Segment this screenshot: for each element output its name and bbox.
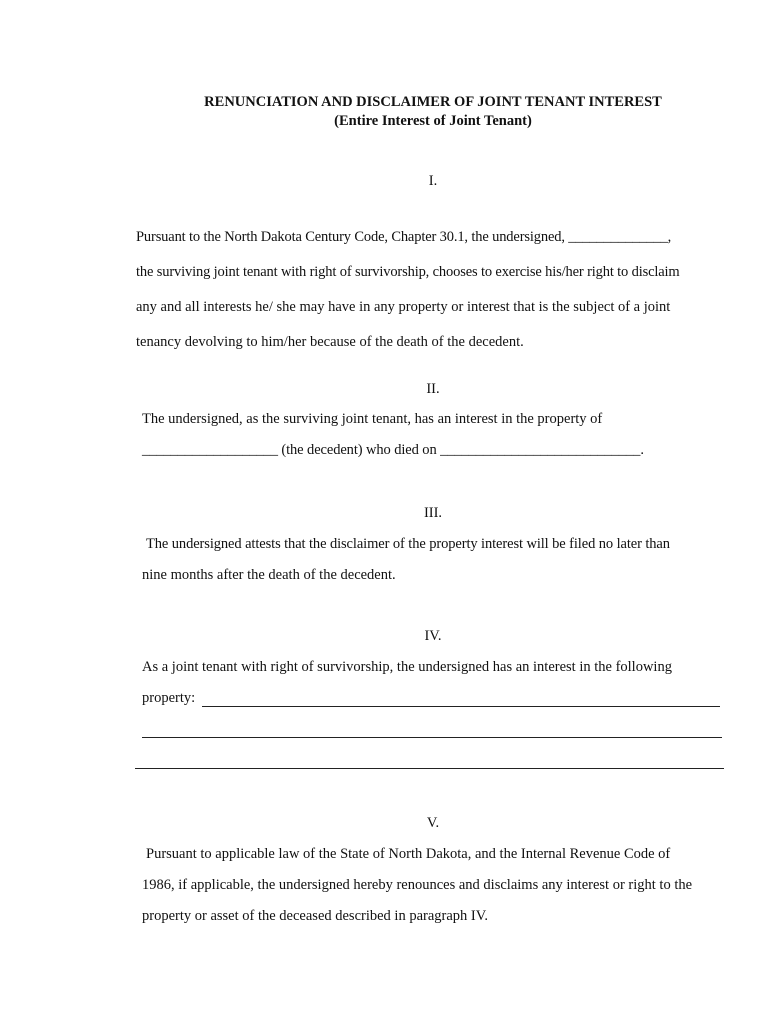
section-5-line-2: 1986, if applicable, the undersigned hereby renounces and disclaims any interest or right to the xyxy=(142,877,693,893)
section-4-line-1: As a joint tenant with right of survivorship, the undersigned has an interest in the following xyxy=(142,659,672,675)
property-blank-line-1[interactable] xyxy=(202,706,720,707)
section-1-line-4: tenancy devolving to him/her because of the death of the decedent. xyxy=(136,334,524,350)
section-2-line-2: ___________________ (the decedent) who died on ____________________________. xyxy=(142,442,644,458)
section-5-line-3: property or asset of the deceased described in paragraph IV. xyxy=(142,908,488,924)
property-blank-line-3[interactable] xyxy=(135,768,724,769)
section-4-line-2: property: xyxy=(142,690,196,706)
section-1-line-3: any and all interests he/ she may have in any property or interest that is the subject of a joint xyxy=(136,299,671,315)
document-subtitle: (Entire Interest of Joint Tenant) xyxy=(334,113,532,129)
section-numeral-1: I. xyxy=(428,173,438,189)
section-numeral-5: V. xyxy=(426,815,440,831)
section-1-line-2: the surviving joint tenant with right of survivorship, chooses to exercise his/her right to disclaim xyxy=(136,264,680,280)
property-blank-line-2[interactable] xyxy=(142,737,722,738)
section-1-line-1: Pursuant to the North Dakota Century Code, Chapter 30.1, the undersigned, ______________, xyxy=(136,229,672,245)
section-5-line-1: Pursuant to applicable law of the State of North Dakota, and the Internal Revenue Code of xyxy=(146,846,671,862)
section-2-line-1: The undersigned, as the surviving joint tenant, has an interest in the property of xyxy=(142,411,603,427)
section-numeral-2: II. xyxy=(426,381,440,397)
section-3-line-1: The undersigned attests that the disclaimer of the property interest will be filed no later than xyxy=(146,536,670,552)
section-numeral-3: III. xyxy=(423,505,443,521)
section-numeral-4: IV. xyxy=(424,628,442,644)
section-3-line-2: nine months after the death of the decedent. xyxy=(142,567,396,583)
document-title: RENUNCIATION AND DISCLAIMER OF JOINT TENANT INTEREST xyxy=(204,94,662,110)
